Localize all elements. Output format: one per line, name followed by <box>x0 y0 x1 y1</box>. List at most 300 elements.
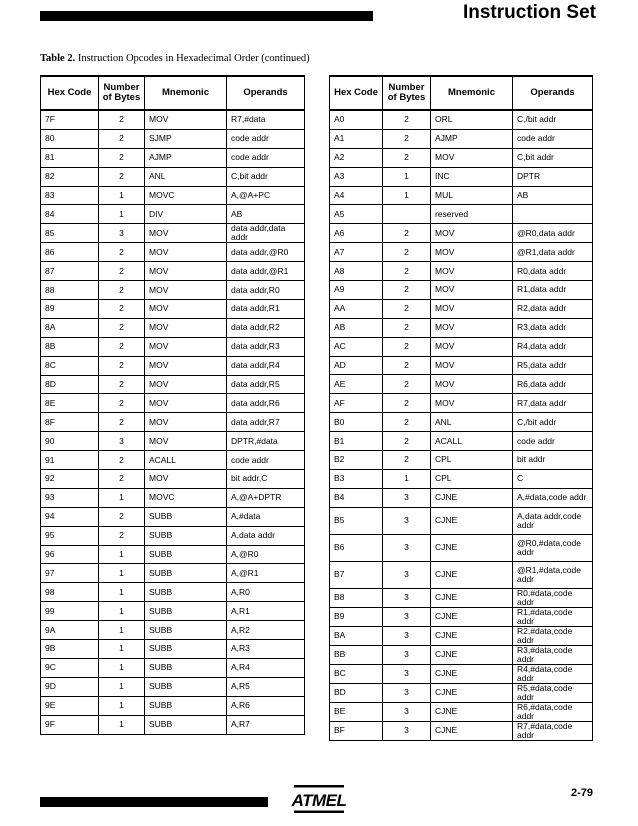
table-row <box>41 413 305 432</box>
col-header-hex: Hex Code <box>330 76 383 110</box>
byte-count-cell: 2 <box>99 413 145 432</box>
byte-count-cell: 2 <box>383 337 431 356</box>
byte-count-cell: 2 <box>383 148 431 167</box>
mnemonic-cell: MOV <box>145 470 227 489</box>
hex-code-cell: BF <box>330 721 383 740</box>
byte-count-cell: 3 <box>383 561 431 588</box>
operands-cell: data addr,R6 <box>227 394 305 413</box>
hex-code-cell: 82 <box>41 167 99 186</box>
byte-count-cell: 2 <box>99 281 145 300</box>
operands-cell: code addr <box>227 129 305 148</box>
mnemonic-cell: MOV <box>431 299 513 318</box>
table-row <box>41 621 305 640</box>
byte-count-cell: 1 <box>99 715 145 734</box>
table-row <box>41 224 305 243</box>
operands-cell: bit addr <box>513 451 593 470</box>
operands-cell: C,bit addr <box>227 167 305 186</box>
operands-cell: R5,#data,code addr <box>513 683 593 702</box>
hex-code-cell: 8B <box>41 337 99 356</box>
table-row <box>41 205 305 224</box>
operands-cell: A,data addr,code addr <box>513 507 593 534</box>
byte-count-cell: 2 <box>99 300 145 319</box>
mnemonic-cell: SUBB <box>145 545 227 564</box>
table-row <box>330 167 593 186</box>
table-row <box>41 488 305 507</box>
mnemonic-cell: MOV <box>145 110 227 129</box>
hex-code-cell: A4 <box>330 186 383 205</box>
hex-code-cell: A5 <box>330 205 383 224</box>
byte-count-cell: 1 <box>99 564 145 583</box>
operands-cell: R1,data addr <box>513 281 593 300</box>
table-row <box>41 394 305 413</box>
mnemonic-cell: SUBB <box>145 677 227 696</box>
byte-count-cell: 2 <box>99 167 145 186</box>
table-row <box>330 451 593 470</box>
byte-count-cell: 2 <box>383 356 431 375</box>
mnemonic-cell: MOV <box>145 224 227 243</box>
mnemonic-cell: CJNE <box>431 534 513 561</box>
mnemonic-cell: MOV <box>431 337 513 356</box>
mnemonic-cell: MOV <box>431 148 513 167</box>
byte-count-cell: 3 <box>383 607 431 626</box>
byte-count-cell: 1 <box>383 186 431 205</box>
hex-code-cell: B0 <box>330 413 383 432</box>
table-row <box>330 721 593 740</box>
operands-cell: A,R5 <box>227 677 305 696</box>
mnemonic-cell: MOV <box>431 243 513 262</box>
hex-code-cell: 88 <box>41 281 99 300</box>
table-row <box>330 683 593 702</box>
operands-cell: R0,#data,code addr <box>513 588 593 607</box>
hex-code-cell: A8 <box>330 262 383 281</box>
table-row <box>41 564 305 583</box>
byte-count-cell: 2 <box>383 243 431 262</box>
mnemonic-cell: SUBB <box>145 696 227 715</box>
operands-cell: AB <box>227 205 305 224</box>
operands-cell: A,R1 <box>227 602 305 621</box>
hex-code-cell: BC <box>330 664 383 683</box>
table-row <box>41 640 305 659</box>
operands-cell: data addr,R1 <box>227 300 305 319</box>
operands-cell: bit addr,C <box>227 470 305 489</box>
mnemonic-cell: ANL <box>145 167 227 186</box>
mnemonic-cell: SUBB <box>145 640 227 659</box>
hex-code-cell: BA <box>330 626 383 645</box>
col-header-hex: Hex Code <box>41 76 99 110</box>
mnemonic-cell: MOV <box>431 318 513 337</box>
operands-cell: data addr,R5 <box>227 375 305 394</box>
hex-code-cell: 94 <box>41 507 99 526</box>
hex-code-cell: A1 <box>330 129 383 148</box>
hex-code-cell: BD <box>330 683 383 702</box>
col-header-operands: Operands <box>227 76 305 110</box>
byte-count-cell: 1 <box>383 469 431 488</box>
table-row <box>330 645 593 664</box>
byte-count-cell: 2 <box>383 451 431 470</box>
operands-cell: R6,#data,code addr <box>513 702 593 721</box>
hex-code-cell: 93 <box>41 488 99 507</box>
operands-cell: A,@R0 <box>227 545 305 564</box>
mnemonic-cell: CJNE <box>431 683 513 702</box>
byte-count-cell: 1 <box>99 545 145 564</box>
table-row <box>330 262 593 281</box>
byte-count-cell: 2 <box>383 394 431 413</box>
byte-count-cell: 2 <box>99 243 145 262</box>
hex-code-cell: 7F <box>41 110 99 129</box>
operands-cell: AB <box>513 186 593 205</box>
hex-code-cell: 8D <box>41 375 99 394</box>
mnemonic-cell: CJNE <box>431 626 513 645</box>
table-row <box>41 526 305 545</box>
table-row <box>41 583 305 602</box>
byte-count-cell: 2 <box>99 526 145 545</box>
operands-cell: A,R3 <box>227 640 305 659</box>
operands-cell: R7,data addr <box>513 394 593 413</box>
mnemonic-cell: CJNE <box>431 561 513 588</box>
table-row <box>41 356 305 375</box>
mnemonic-cell: MOV <box>145 337 227 356</box>
operands-cell: R2,#data,code addr <box>513 626 593 645</box>
table-row <box>330 356 593 375</box>
byte-count-cell: 1 <box>99 677 145 696</box>
table-row <box>330 318 593 337</box>
hex-code-cell: 86 <box>41 243 99 262</box>
operands-cell: data addr,@R0 <box>227 243 305 262</box>
table-row <box>41 337 305 356</box>
table-row <box>41 470 305 489</box>
byte-count-cell: 2 <box>99 394 145 413</box>
byte-count-cell: 1 <box>99 696 145 715</box>
byte-count-cell: 1 <box>99 640 145 659</box>
hex-code-cell: 9D <box>41 677 99 696</box>
table-row <box>41 167 305 186</box>
byte-count-cell: 3 <box>383 626 431 645</box>
logo-text: ATMEL <box>291 791 347 810</box>
mnemonic-cell: SUBB <box>145 583 227 602</box>
byte-count-cell: 3 <box>383 588 431 607</box>
mnemonic-cell: CJNE <box>431 607 513 626</box>
mnemonic-cell: MOV <box>145 262 227 281</box>
operands-cell: R4,data addr <box>513 337 593 356</box>
operands-cell: A,@R1 <box>227 564 305 583</box>
byte-count-cell: 3 <box>99 224 145 243</box>
operands-cell: @R0,data addr <box>513 224 593 243</box>
operands-cell: R7,#data <box>227 110 305 129</box>
hex-code-cell: AE <box>330 375 383 394</box>
operands-cell: DPTR,#data <box>227 432 305 451</box>
byte-count-cell: 3 <box>383 683 431 702</box>
mnemonic-cell: MOVC <box>145 488 227 507</box>
mnemonic-cell: MOV <box>145 432 227 451</box>
operands-cell: data addr,R4 <box>227 356 305 375</box>
operands-cell: R4,#data,code addr <box>513 664 593 683</box>
hex-code-cell: B5 <box>330 507 383 534</box>
byte-count-cell: 1 <box>99 186 145 205</box>
byte-count-cell: 2 <box>99 470 145 489</box>
byte-count-cell: 2 <box>99 129 145 148</box>
hex-code-cell: A7 <box>330 243 383 262</box>
table-row <box>41 148 305 167</box>
table-row <box>41 281 305 300</box>
mnemonic-cell: AJMP <box>145 148 227 167</box>
byte-count-cell: 2 <box>383 375 431 394</box>
table-row <box>330 626 593 645</box>
operands-cell: A,#data,code addr <box>513 488 593 507</box>
operands-cell: R6,data addr <box>513 375 593 394</box>
hex-code-cell: B8 <box>330 588 383 607</box>
mnemonic-cell: ORL <box>431 110 513 129</box>
col-header-operands: Operands <box>513 76 593 110</box>
byte-count-cell: 2 <box>99 318 145 337</box>
operands-cell: C,/bit addr <box>513 413 593 432</box>
operands-cell: A,R0 <box>227 583 305 602</box>
hex-code-cell: 85 <box>41 224 99 243</box>
table-row <box>330 507 593 534</box>
mnemonic-cell: MOV <box>431 356 513 375</box>
table-row <box>330 534 593 561</box>
operands-cell: data addr,data addr <box>227 224 305 243</box>
operands-cell: R3,#data,code addr <box>513 645 593 664</box>
hex-code-cell: 80 <box>41 129 99 148</box>
header-rule <box>40 11 373 21</box>
mnemonic-cell: AJMP <box>431 129 513 148</box>
hex-code-cell: AB <box>330 318 383 337</box>
table-row <box>330 224 593 243</box>
table-row <box>41 129 305 148</box>
byte-count-cell: 2 <box>383 413 431 432</box>
footer-rule <box>40 797 268 807</box>
mnemonic-cell: MOV <box>431 394 513 413</box>
col-header-mnemonic: Mnemonic <box>431 76 513 110</box>
hex-code-cell: BE <box>330 702 383 721</box>
col-header-mnemonic: Mnemonic <box>145 76 227 110</box>
operands-cell: @R1,#data,code addr <box>513 561 593 588</box>
byte-count-cell: 2 <box>99 148 145 167</box>
hex-code-cell: 9B <box>41 640 99 659</box>
hex-code-cell: 99 <box>41 602 99 621</box>
operands-cell: A,data addr <box>227 526 305 545</box>
table-row <box>330 702 593 721</box>
mnemonic-cell: SUBB <box>145 564 227 583</box>
mnemonic-cell: CPL <box>431 451 513 470</box>
operands-cell: data addr,R0 <box>227 281 305 300</box>
mnemonic-cell: MOV <box>145 300 227 319</box>
mnemonic-cell: SUBB <box>145 658 227 677</box>
hex-code-cell: B4 <box>330 488 383 507</box>
mnemonic-cell: SUBB <box>145 507 227 526</box>
operands-cell: code addr <box>227 451 305 470</box>
hex-code-cell: B6 <box>330 534 383 561</box>
hex-code-cell: AC <box>330 337 383 356</box>
table-row <box>41 186 305 205</box>
hex-code-cell: 90 <box>41 432 99 451</box>
table-row <box>330 488 593 507</box>
byte-count-cell: 1 <box>99 621 145 640</box>
table-row <box>330 281 593 300</box>
mnemonic-cell: MOV <box>145 243 227 262</box>
table-row <box>41 658 305 677</box>
hex-code-cell: B2 <box>330 451 383 470</box>
mnemonic-cell: MOV <box>145 413 227 432</box>
operands-cell: data addr,@R1 <box>227 262 305 281</box>
byte-count-cell <box>383 205 431 224</box>
table-row <box>41 677 305 696</box>
mnemonic-cell: MOV <box>145 394 227 413</box>
byte-count-cell: 1 <box>383 167 431 186</box>
byte-count-cell: 3 <box>383 488 431 507</box>
hex-code-cell: AD <box>330 356 383 375</box>
table-row <box>41 432 305 451</box>
opcode-table-left <box>40 75 305 735</box>
table-row <box>41 300 305 319</box>
operands-cell: R2,data addr <box>513 299 593 318</box>
mnemonic-cell: CJNE <box>431 507 513 534</box>
hex-code-cell: 8F <box>41 413 99 432</box>
table-row <box>330 299 593 318</box>
byte-count-cell: 2 <box>99 262 145 281</box>
hex-code-cell: 87 <box>41 262 99 281</box>
hex-code-cell: BB <box>330 645 383 664</box>
table-row <box>41 602 305 621</box>
byte-count-cell: 2 <box>99 507 145 526</box>
operands-cell: @R1,data addr <box>513 243 593 262</box>
hex-code-cell: B3 <box>330 469 383 488</box>
operands-cell: A,@A+PC <box>227 186 305 205</box>
operands-cell: R1,#data,code addr <box>513 607 593 626</box>
table-row <box>330 375 593 394</box>
operands-cell: data addr,R7 <box>227 413 305 432</box>
table-row <box>330 205 593 224</box>
table-row <box>330 394 593 413</box>
table-row <box>330 607 593 626</box>
byte-count-cell: 2 <box>383 262 431 281</box>
mnemonic-cell: INC <box>431 167 513 186</box>
byte-count-cell: 2 <box>383 318 431 337</box>
hex-code-cell: 91 <box>41 451 99 470</box>
hex-code-cell: AF <box>330 394 383 413</box>
mnemonic-cell: ACALL <box>145 451 227 470</box>
operands-cell: A,R4 <box>227 658 305 677</box>
byte-count-cell: 3 <box>383 534 431 561</box>
table-row <box>41 715 305 734</box>
hex-code-cell: 96 <box>41 545 99 564</box>
byte-count-cell: 2 <box>383 432 431 451</box>
mnemonic-cell: SUBB <box>145 602 227 621</box>
byte-count-cell: 2 <box>383 129 431 148</box>
operands-cell: code addr <box>227 148 305 167</box>
table-row <box>41 451 305 470</box>
hex-code-cell: 98 <box>41 583 99 602</box>
operands-cell: R0,data addr <box>513 262 593 281</box>
mnemonic-cell: MOV <box>145 281 227 300</box>
mnemonic-cell: MUL <box>431 186 513 205</box>
mnemonic-cell: MOV <box>145 356 227 375</box>
byte-count-cell: 3 <box>99 432 145 451</box>
hex-code-cell: 9E <box>41 696 99 715</box>
hex-code-cell: 97 <box>41 564 99 583</box>
table-row <box>41 318 305 337</box>
byte-count-cell: 3 <box>383 507 431 534</box>
mnemonic-cell: MOV <box>431 281 513 300</box>
byte-count-cell: 3 <box>383 664 431 683</box>
hex-code-cell: AA <box>330 299 383 318</box>
byte-count-cell: 2 <box>99 375 145 394</box>
table-caption <box>40 53 310 64</box>
hex-code-cell: 89 <box>41 300 99 319</box>
caption-label: Table 2. <box>40 53 76 64</box>
byte-count-cell: 3 <box>383 721 431 740</box>
table-row <box>41 243 305 262</box>
byte-count-cell: 2 <box>383 299 431 318</box>
section-title: Instruction Set <box>462 2 596 23</box>
byte-count-cell: 1 <box>99 602 145 621</box>
table-row <box>330 588 593 607</box>
mnemonic-cell: MOV <box>145 318 227 337</box>
operands-cell: A,R2 <box>227 621 305 640</box>
mnemonic-cell: MOVC <box>145 186 227 205</box>
mnemonic-cell: MOV <box>431 375 513 394</box>
table-row <box>41 507 305 526</box>
operands-cell: code addr <box>513 129 593 148</box>
byte-count-cell: 1 <box>99 658 145 677</box>
hex-code-cell: 8C <box>41 356 99 375</box>
table-row <box>330 561 593 588</box>
mnemonic-cell: CJNE <box>431 664 513 683</box>
hex-code-cell: B9 <box>330 607 383 626</box>
table-row <box>330 129 593 148</box>
hex-code-cell: 9C <box>41 658 99 677</box>
operands-cell: R7,#data,code addr <box>513 721 593 740</box>
hex-code-cell: 9F <box>41 715 99 734</box>
hex-code-cell: B7 <box>330 561 383 588</box>
mnemonic-cell: SUBB <box>145 621 227 640</box>
mnemonic-cell: DIV <box>145 205 227 224</box>
byte-count-cell: 2 <box>99 337 145 356</box>
byte-count-cell: 1 <box>99 488 145 507</box>
mnemonic-cell: CJNE <box>431 702 513 721</box>
hex-code-cell: A3 <box>330 167 383 186</box>
opcode-table-right <box>329 75 593 741</box>
hex-code-cell: 92 <box>41 470 99 489</box>
hex-code-cell: 8A <box>41 318 99 337</box>
table-row <box>330 469 593 488</box>
table-row <box>330 413 593 432</box>
byte-count-cell: 1 <box>99 205 145 224</box>
table-row <box>41 375 305 394</box>
hex-code-cell: A9 <box>330 281 383 300</box>
operands-cell: A,#data <box>227 507 305 526</box>
byte-count-cell: 3 <box>383 702 431 721</box>
operands-cell: @R0,#data,code addr <box>513 534 593 561</box>
operands-cell: C,/bit addr <box>513 110 593 129</box>
operands-cell: code addr <box>513 432 593 451</box>
mnemonic-cell: CJNE <box>431 488 513 507</box>
hex-code-cell: 84 <box>41 205 99 224</box>
operands-cell: R3,data addr <box>513 318 593 337</box>
mnemonic-cell: ACALL <box>431 432 513 451</box>
caption-text: Instruction Opcodes in Hexadecimal Order (continued) <box>77 53 310 64</box>
byte-count-cell: 2 <box>383 110 431 129</box>
operands-cell: C <box>513 469 593 488</box>
byte-count-cell: 2 <box>99 356 145 375</box>
hex-code-cell: A2 <box>330 148 383 167</box>
byte-count-cell: 3 <box>383 645 431 664</box>
hex-code-cell: 81 <box>41 148 99 167</box>
operands-cell: DPTR <box>513 167 593 186</box>
page-number: 2-79 <box>570 787 593 799</box>
byte-count-cell: 2 <box>99 110 145 129</box>
mnemonic-cell: CPL <box>431 469 513 488</box>
